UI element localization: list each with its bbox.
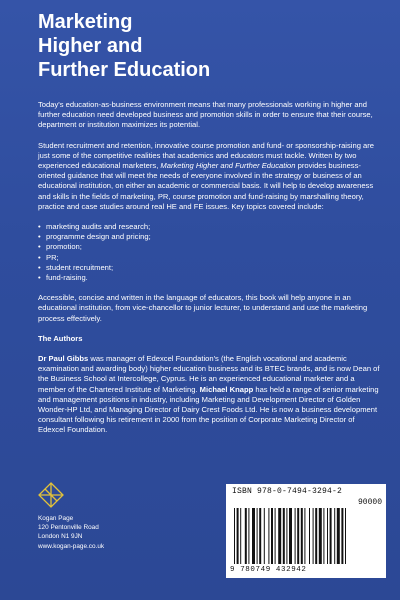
barcode-bar bbox=[257, 508, 258, 564]
closing-paragraph: Accessible, concise and written in the language of educators, this book will help anyone in an educational institution, from vice-chancellor to junior lecturer, to understand and use the marketing process effectively. bbox=[38, 293, 368, 323]
barcode-bar bbox=[345, 508, 346, 564]
list-item: • promotion; bbox=[38, 242, 380, 252]
barcode-bar bbox=[252, 508, 255, 564]
barcode-bar bbox=[297, 508, 299, 564]
publisher-website: www.kogan-page.co.uk bbox=[38, 542, 105, 550]
barcode-bar bbox=[286, 508, 287, 564]
publisher-block bbox=[38, 482, 178, 551]
list-item: • student recruitment; bbox=[38, 263, 380, 273]
book-title bbox=[38, 10, 368, 82]
book-title-inline: Marketing Higher and Further Education bbox=[160, 161, 296, 171]
kogan-page-logo-icon bbox=[38, 482, 64, 508]
price-code: 90000 bbox=[357, 498, 382, 507]
barcode-bar bbox=[334, 508, 335, 564]
barcode-bar bbox=[275, 508, 276, 564]
list-item: • marketing audits and research; bbox=[38, 222, 380, 232]
barcode-bar bbox=[313, 508, 314, 564]
barcode-bar bbox=[268, 508, 269, 564]
barcode-bar bbox=[259, 508, 261, 564]
barcode-bar bbox=[283, 508, 285, 564]
barcode-bar bbox=[337, 508, 340, 564]
description-start: Student recruitment and retention, innovative course promotion and fund- or sponsorship-raising are just some of the competitive realities that academics and educators must tackle. Written by two experienced educational marketers, bbox=[38, 140, 375, 171]
barcode-bar bbox=[234, 508, 235, 564]
barcode-bar bbox=[323, 508, 324, 564]
barcode-bar bbox=[301, 508, 303, 564]
publisher-address-line-2: London N1 9JN bbox=[38, 533, 83, 541]
barcode-bar bbox=[289, 508, 292, 564]
isbn-text: ISBN 978-0-7494-3294-2 bbox=[232, 487, 343, 496]
barcode-bar bbox=[264, 508, 265, 564]
barcode-bar bbox=[295, 508, 296, 564]
barcode-bar bbox=[271, 508, 273, 564]
authors-heading: The Authors bbox=[38, 333, 83, 343]
barcode-bar bbox=[327, 508, 328, 564]
intro-paragraph: Today's education-as-business environment means that many professionals working in higher and further education need developed business and promotion skills in order to ensure that their course, department or institution maximizes its potential. bbox=[38, 100, 373, 130]
title-line-3: Further Education bbox=[38, 59, 211, 81]
list-item: • fund-raising. bbox=[38, 273, 380, 283]
blurb bbox=[38, 100, 380, 436]
barcode-bar bbox=[319, 508, 322, 564]
description-paragraph bbox=[38, 141, 380, 212]
isbn-barcode bbox=[226, 484, 386, 578]
barcode-bars bbox=[232, 508, 380, 566]
author2-name: Michael Knapp bbox=[199, 384, 254, 394]
barcode-bar bbox=[330, 508, 332, 564]
author1-bio: was manager of Edexcel Foundation's (the English vocational and academic examination and awarding body) higher education business and its BTEC brands, and is now Dean of the Business School at Intercollege, Cyprus. He is an experienced educational marketer and a member of the Chartered Institute of Marketing. bbox=[38, 354, 380, 394]
author2-bio: has held a range of senior marketing and management positions in industry, including Marketing and Development Director of Golden Wonder-HP Ltd, and Managing Director of Dairy Crest Foods Ltd. He is now a business development consultant following his retirement in 2000 from the position of Corporate Marketing Director of Edexcel Foundation. bbox=[38, 384, 379, 435]
barcode-bar bbox=[278, 508, 281, 564]
author1-name: Dr Paul Gibbs bbox=[38, 354, 89, 364]
publisher-name: Kogan Page bbox=[38, 515, 74, 522]
barcode-bar bbox=[309, 508, 310, 564]
publisher-address-line-1: 120 Pentonville Road bbox=[38, 524, 99, 532]
barcode-bar bbox=[240, 508, 241, 564]
key-topics-list bbox=[38, 222, 380, 283]
list-item: • programme design and pricing; bbox=[38, 232, 380, 242]
barcode-bar bbox=[341, 508, 343, 564]
authors-paragraph bbox=[38, 354, 380, 436]
barcode-bar bbox=[315, 508, 317, 564]
barcode-digits: 9 780749 432942 bbox=[230, 566, 307, 574]
barcode-bar bbox=[248, 508, 249, 564]
title-line-2: Higher and bbox=[38, 35, 143, 57]
list-item: • PR; bbox=[38, 253, 380, 263]
barcode-bar bbox=[245, 508, 247, 564]
publisher-address bbox=[38, 514, 178, 551]
barcode-bar bbox=[304, 508, 305, 564]
title-line-1: Marketing bbox=[38, 11, 133, 33]
description-end: provides business-oriented guidance that will meet the needs of everyone involved in the strategy or business of an educational institution, on either an academic or commercial basis. It will help to develop awareness and skills in the fields of marketing, PR, course promotion and fund-raising by marshalling theory, practice and case studies around real HE and FE issues. Key topics covered include: bbox=[38, 161, 374, 211]
barcode-bar bbox=[237, 508, 239, 564]
